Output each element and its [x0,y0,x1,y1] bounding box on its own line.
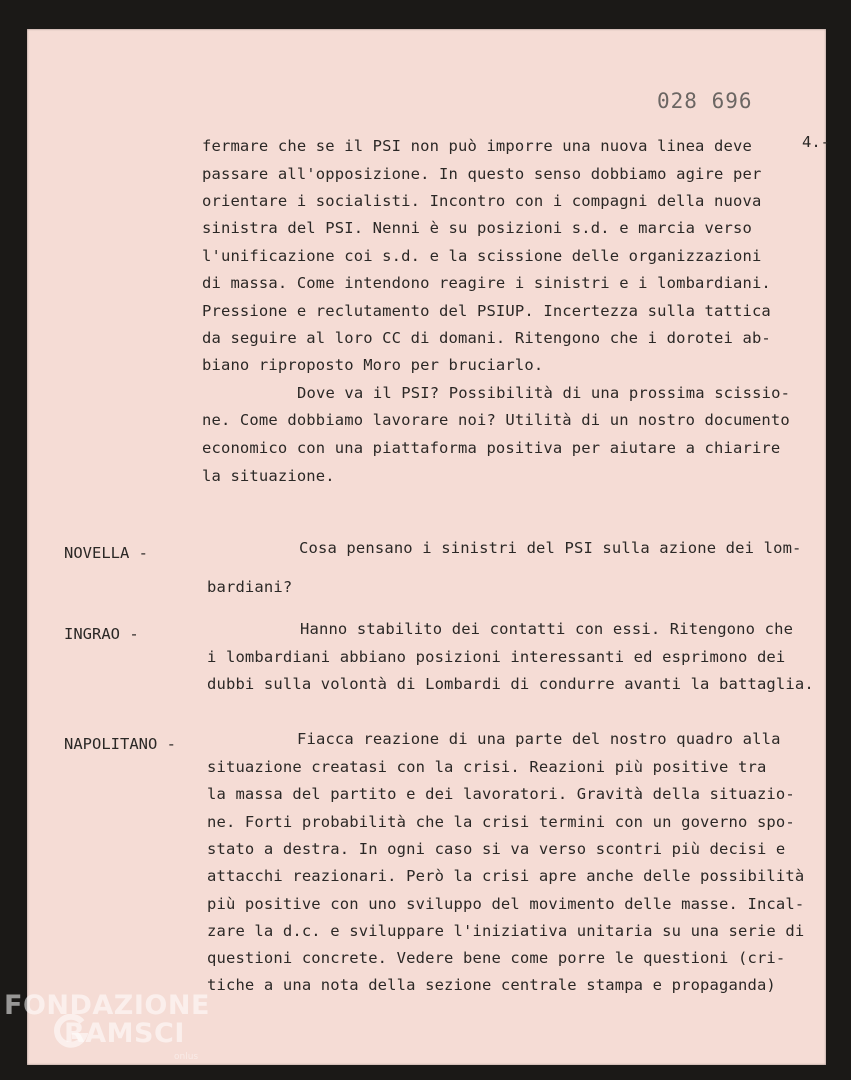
text-line: bardiani? [207,578,293,596]
text-line: economico con una piattaforma positiva per aiutare a chiarire [202,439,781,457]
typewritten-page [27,29,830,1065]
text-line: dubbi sulla volontà di Lombardi di condurre avanti la battaglia. [207,675,814,693]
text-line: Pressione e reclutamento del PSIUP. Incertezza sulla tattica [202,302,771,320]
text-line: più positive con uno sviluppo del movimento delle masse. Incal- [207,895,805,913]
text-line: situazione creatasi con la crisi. Reazioni più positive tra [207,758,767,776]
text-line: la situazione. [202,467,335,485]
speaker-name: NOVELLA - [64,544,148,562]
text-line: orientare i socialisti. Incontro con i compagni della nuova [202,192,762,210]
watermark-line2: RAMSCI [64,1018,185,1049]
text-line: attacchi reazionari. Però la crisi apre anche delle possibilità [207,867,805,885]
speaker-name: NAPOLITANO - [64,735,176,753]
text-line: l'unificazione coi s.d. e la scissione delle organizzazioni [202,247,762,265]
text-line: fermare che se il PSI non può imporre una nuova linea deve [202,137,752,155]
text-line: ne. Forti probabilità che la crisi termini con un governo spo- [207,813,795,831]
page-number: 4.- [802,133,830,151]
archive-stamp: 028 696 [657,89,753,113]
text-line: tiche a una nota della sezione centrale stampa e propaganda) [207,976,776,994]
text-line: Cosa pensano i sinistri del PSI sulla azione dei lom- [299,539,802,557]
text-line: passare all'opposizione. In questo senso dobbiamo agire per [202,165,762,183]
fondazione-gramsci-watermark [4,990,234,1080]
text-line: questioni concrete. Vedere bene come porre le questioni (cri- [207,949,786,967]
text-line: zare la d.c. e sviluppare l'iniziativa unitaria su una serie di [207,922,805,940]
text-line: la massa del partito e dei lavoratori. Gravità della situazio- [207,785,795,803]
text-line: Fiacca reazione di una parte del nostro quadro alla [297,730,781,748]
text-line: Dove va il PSI? Possibilità di una prossima scissio- [297,384,791,402]
watermark-line3: onlus [174,1052,199,1062]
text-line: i lombardiani abbiano posizioni interessanti ed esprimono dei [207,648,786,666]
text-line: di massa. Come intendono reagire i sinistri e i lombardiani. [202,274,771,292]
text-line: sinistra del PSI. Nenni è su posizioni s.d. e marcia verso [202,219,752,237]
text-line: da seguire al loro CC di domani. Ritengono che i dorotei ab- [202,329,771,347]
text-line: biano riproposto Moro per bruciarlo. [202,356,544,374]
speaker-name: INGRAO - [64,625,139,643]
watermark-line1: FONDAZIONE [4,990,210,1021]
text-line: ne. Come dobbiamo lavorare noi? Utilità di un nostro documento [202,411,790,429]
text-line: Hanno stabilito dei contatti con essi. Ritengono che [300,620,794,638]
text-line: stato a destra. In ogni caso si va verso scontri più decisi e [207,840,786,858]
